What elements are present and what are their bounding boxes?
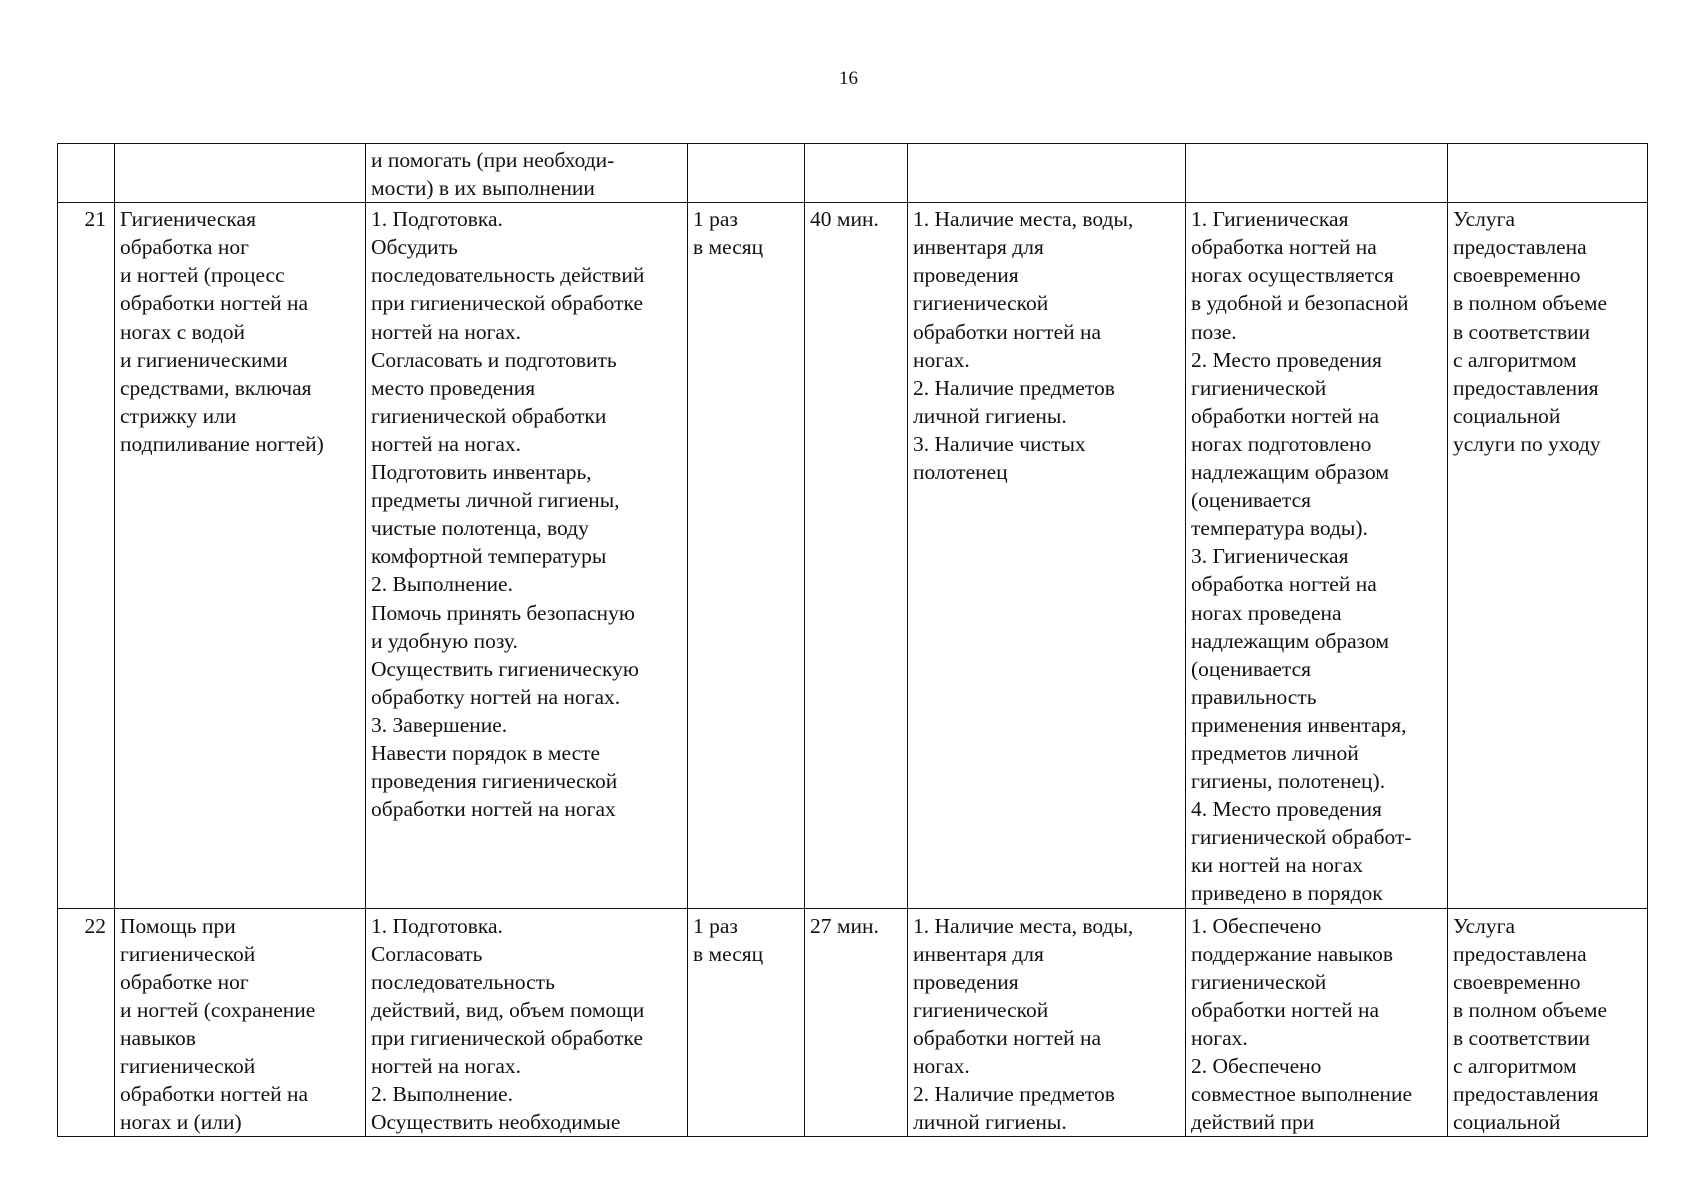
service-conditions bbox=[908, 144, 1186, 203]
service-frequency: 1 раз в месяц bbox=[688, 203, 805, 908]
service-frequency bbox=[688, 144, 805, 203]
service-actions: 1. Подготовка. Обсудить последовательность действий при гигиенической обработке ногтей на ногах. Согласовать и подготовить место проведения гигиенической обработки ногтей на ногах. Подготовить инвентарь, предметы личной гигиены, чистые полотенца, воду комфортной температуры 2. Выполнение. Помочь принять безопасную и удобную позу. Осуществить гигиеническую обработку ногтей на ногах. 3. Завершение. Навести порядок в месте проведения гигиенической обработки ногтей на ногах bbox=[366, 203, 688, 908]
table-row bbox=[58, 908, 1648, 1137]
row-number: 21 bbox=[58, 203, 115, 908]
service-name: Помощь при гигиенической обработке ног и ногтей (сохранение навыков гигиенической обработки ногтей на ногах и (или) bbox=[115, 908, 366, 1137]
table-row bbox=[58, 144, 1648, 203]
service-result: Услуга предоставлена своевременно в полном объеме в соответствии с алгоритмом предоставления социальной услуги по уходу bbox=[1448, 203, 1648, 908]
service-duration: 40 мин. bbox=[805, 203, 908, 908]
service-actions: и помогать (при необходи- мости) в их выполнении bbox=[366, 144, 688, 203]
row-number bbox=[58, 144, 115, 203]
service-duration bbox=[805, 144, 908, 203]
page-number: 16 bbox=[839, 68, 858, 89]
service-duration: 27 мин. bbox=[805, 908, 908, 1137]
service-conditions: 1. Наличие места, воды, инвентаря для проведения гигиенической обработки ногтей на ногах. 2. Наличие предметов личной гигиены. bbox=[908, 908, 1186, 1137]
service-result: Услуга предоставлена своевременно в полном объеме в соответствии с алгоритмом предоставления социальной bbox=[1448, 908, 1648, 1137]
service-result bbox=[1448, 144, 1648, 203]
quality-indicators: 1. Гигиеническая обработка ногтей на ногах осуществляется в удобной и безопасной позе. 2. Место проведения гигиенической обработки ногтей на ногах подготовлено надлежащим образом (оценивается температура воды). 3. Гигиеническая обработка ногтей на ногах проведена надлежащим образом (оценивается правильность применения инвентаря, предметов личной гигиены, полотенец). 4. Место проведения гигиенической обработ- ки ногтей на ногах приведено в порядок bbox=[1186, 203, 1448, 908]
row-number: 22 bbox=[58, 908, 115, 1137]
service-actions: 1. Подготовка. Согласовать последовательность действий, вид, объем помощи при гигиенической обработке ногтей на ногах. 2. Выполнение. Осуществить необходимые bbox=[366, 908, 688, 1137]
table-row bbox=[58, 203, 1648, 908]
service-name bbox=[115, 144, 366, 203]
services-table bbox=[57, 143, 1648, 1137]
service-conditions: 1. Наличие места, воды, инвентаря для проведения гигиенической обработки ногтей на ногах. 2. Наличие предметов личной гигиены. 3. Наличие чистых полотенец bbox=[908, 203, 1186, 908]
quality-indicators bbox=[1186, 144, 1448, 203]
service-frequency: 1 раз в месяц bbox=[688, 908, 805, 1137]
service-name: Гигиеническая обработка ног и ногтей (процесс обработки ногтей на ногах с водой и гигиеническими средствами, включая стрижку или подпиливание ногтей) bbox=[115, 203, 366, 908]
quality-indicators: 1. Обеспечено поддержание навыков гигиенической обработки ногтей на ногах. 2. Обеспечено совместное выполнение действий при bbox=[1186, 908, 1448, 1137]
